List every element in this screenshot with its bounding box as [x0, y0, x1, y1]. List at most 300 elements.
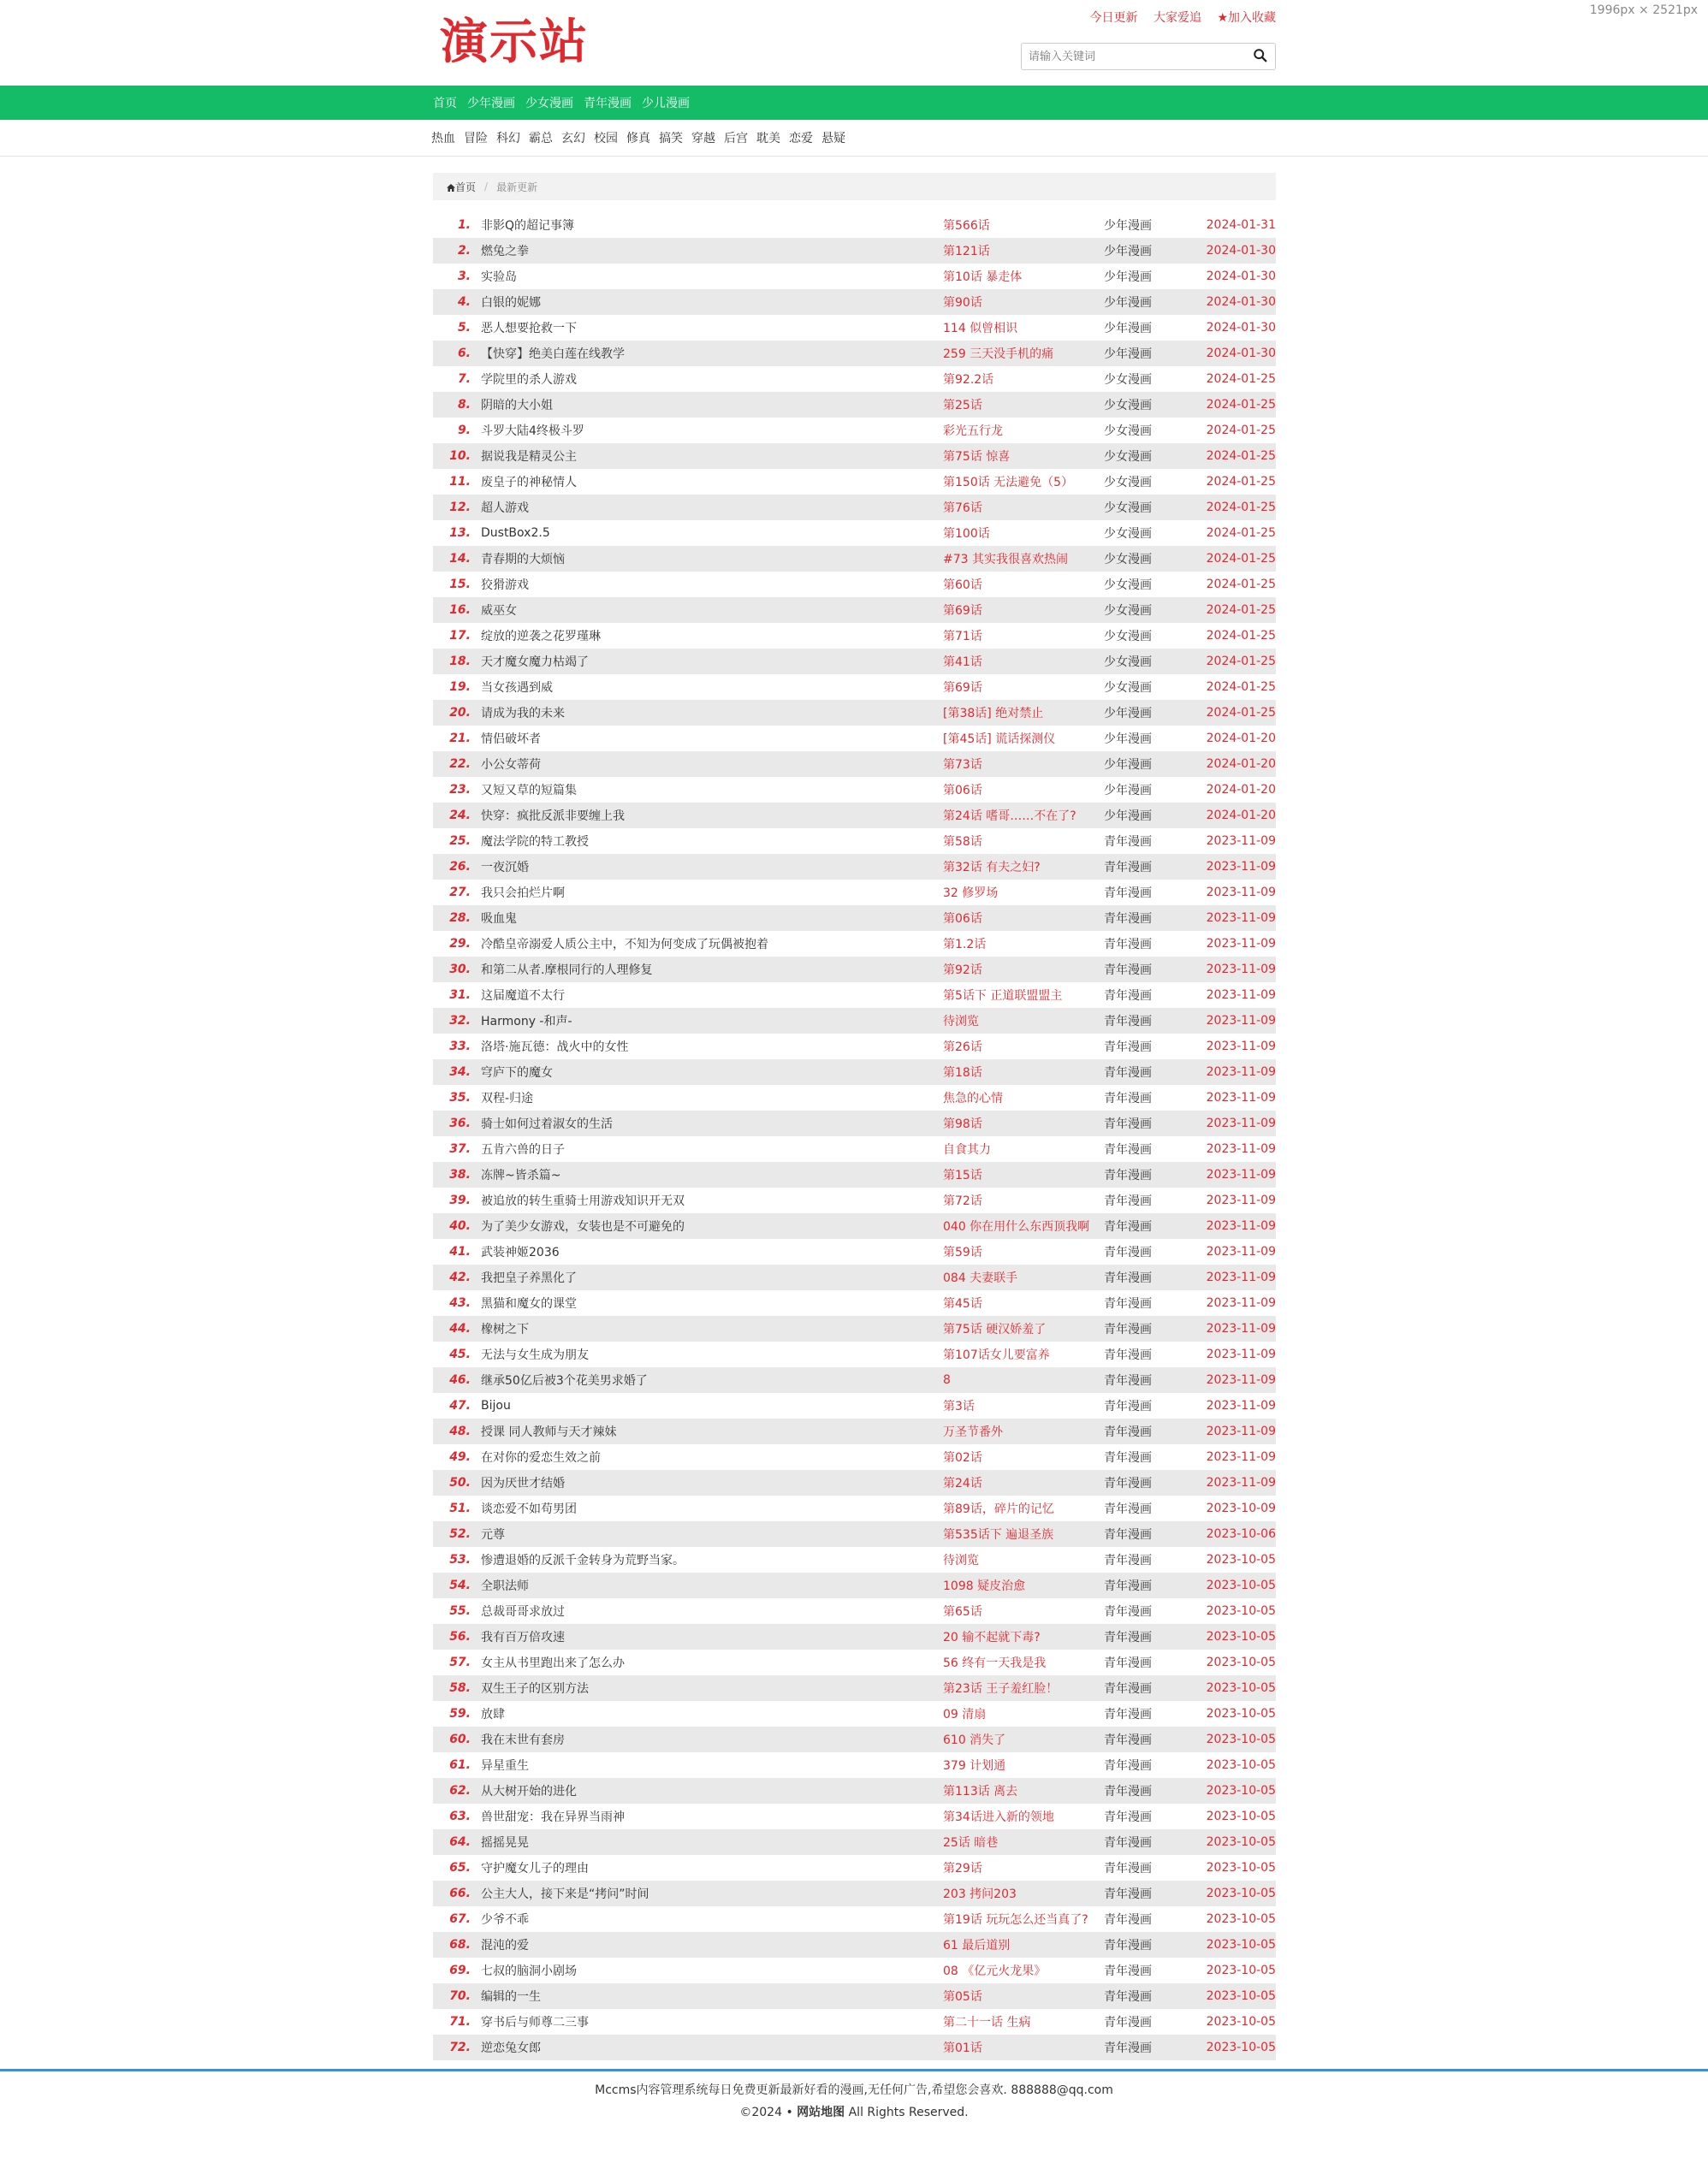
- latest-chapter-link[interactable]: 第75话 硬汉娇羞了: [943, 1323, 1047, 1336]
- latest-chapter-link[interactable]: 8: [943, 1373, 951, 1387]
- list-row: [433, 2009, 1276, 2035]
- comic-title-link[interactable]: 五肯六兽的日子: [481, 1143, 565, 1157]
- comic-title-link[interactable]: 阴暗的大小姐: [481, 399, 553, 412]
- list-row: [433, 931, 1276, 957]
- latest-chapter-link[interactable]: 第24话: [943, 1477, 982, 1490]
- rank-number: 20.: [449, 706, 471, 720]
- latest-chapter-link[interactable]: [第45话] 谎话探测仪: [943, 732, 1056, 746]
- comic-title-link[interactable]: 穿书后与师尊二三事: [481, 2016, 589, 2030]
- site-logo[interactable]: 演示站: [440, 15, 589, 70]
- category-link[interactable]: 搞笑: [659, 132, 683, 145]
- latest-chapter-link[interactable]: 1098 疑皮治愈: [943, 1579, 1026, 1593]
- comic-title-link[interactable]: 无法与女生成为朋友: [481, 1348, 589, 1362]
- update-date: 2023-10-05: [1206, 1964, 1276, 1977]
- rank-number: 22.: [449, 757, 471, 771]
- comic-title-link[interactable]: 骑士如何过着淑女的生活: [481, 1117, 613, 1131]
- latest-chapter-link[interactable]: 第23话 王子羞红脸！: [943, 1682, 1059, 1696]
- nav-home[interactable]: 首页: [433, 97, 457, 110]
- category-link[interactable]: 玄幻: [561, 132, 585, 145]
- popular-link[interactable]: 大家爱追: [1153, 11, 1201, 25]
- latest-chapter-link[interactable]: 09 清扇: [943, 1708, 987, 1721]
- comic-title-link[interactable]: 因为厌世才结婚: [481, 1477, 565, 1490]
- latest-chapter-link[interactable]: 彩光五行龙: [943, 424, 1003, 438]
- update-date: 2024-01-25: [1206, 526, 1276, 540]
- comic-title-link[interactable]: Harmony -和声-: [481, 1015, 572, 1028]
- sitemap-link[interactable]: 网站地图: [797, 2106, 845, 2119]
- update-date: 2024-01-25: [1206, 398, 1276, 412]
- comic-category: 青年漫画: [1104, 1708, 1152, 1721]
- rank-number: 33.: [449, 1040, 471, 1053]
- latest-chapter-link[interactable]: 第107话女儿要富养: [943, 1348, 1050, 1362]
- rank-number: 32.: [449, 1014, 471, 1028]
- nav-kids[interactable]: 少儿漫画: [642, 97, 690, 110]
- rank-number: 51.: [449, 1502, 471, 1515]
- comic-title-link[interactable]: 编辑的一生: [481, 1990, 541, 2004]
- list-row: [433, 1701, 1276, 1727]
- comic-title-link[interactable]: 混沌的爱: [481, 1939, 529, 1953]
- comic-title-link[interactable]: 超人游戏: [481, 501, 529, 515]
- update-date: 2023-10-05: [1206, 1887, 1276, 1900]
- latest-chapter-link[interactable]: 25话 暗巷: [943, 1836, 999, 1850]
- latest-chapter-link[interactable]: 第41话: [943, 655, 982, 669]
- category-link[interactable]: 冒险: [464, 132, 488, 145]
- list-row: [433, 1239, 1276, 1265]
- comic-category: 青年漫画: [1104, 1502, 1152, 1516]
- list-row: [433, 1470, 1276, 1496]
- comic-category: 少女漫画: [1104, 553, 1152, 566]
- rank-number: 60.: [449, 1733, 471, 1746]
- latest-chapter-link[interactable]: 第69话: [943, 604, 982, 618]
- comic-title-link[interactable]: 我把皇子养黑化了: [481, 1271, 577, 1285]
- home-icon: [447, 184, 455, 192]
- comic-title-link[interactable]: 魔法学院的特工教授: [481, 835, 589, 849]
- latest-chapter-link[interactable]: 第32话 有夫之妇?: [943, 861, 1041, 874]
- comic-title-link[interactable]: 授课 同人教师与天才辣妹: [481, 1425, 617, 1439]
- latest-chapter-link[interactable]: 第65话: [943, 1605, 982, 1619]
- latest-chapter-link[interactable]: 第113话 离去: [943, 1785, 1018, 1798]
- latest-chapter-link[interactable]: 第26话: [943, 1040, 982, 1054]
- latest-chapter-link[interactable]: 第24话 嗜哥……不在了?: [943, 809, 1076, 823]
- update-date: 2024-01-30: [1206, 270, 1276, 283]
- latest-chapter-link[interactable]: 第05话: [943, 1990, 982, 2004]
- comic-title-link[interactable]: 谈恋爱不如苟男团: [481, 1502, 577, 1516]
- comic-title-link[interactable]: 狡猾游戏: [481, 578, 529, 592]
- site-header: [433, 0, 1276, 86]
- category-link[interactable]: 科幻: [496, 132, 520, 145]
- list-row: [433, 366, 1276, 392]
- latest-chapter-link[interactable]: 第72话: [943, 1194, 982, 1208]
- rank-number: 64.: [449, 1835, 471, 1849]
- rank-number: 53.: [449, 1553, 471, 1567]
- comic-title-link[interactable]: 女主从书里跑出来了怎么办: [481, 1656, 625, 1670]
- latest-chapter-link[interactable]: 第3话: [943, 1400, 975, 1413]
- rank-number: 12.: [449, 501, 471, 514]
- latest-chapter-link[interactable]: 08 《亿元火龙果》: [943, 1964, 1047, 1978]
- update-date: 2023-10-05: [1206, 1604, 1276, 1618]
- list-row: [433, 1855, 1276, 1881]
- rank-number: 30.: [449, 963, 471, 976]
- comic-title-link[interactable]: 橡树之下: [481, 1323, 529, 1336]
- comic-category: 青年漫画: [1104, 1348, 1152, 1362]
- comic-title-link[interactable]: 继承50亿后被3个花美男求婚了: [481, 1374, 648, 1388]
- latest-chapter-link[interactable]: 待浏览: [943, 1554, 979, 1567]
- category-link[interactable]: 校园: [594, 132, 618, 145]
- category-link[interactable]: 悬疑: [821, 132, 845, 145]
- list-row: [433, 905, 1276, 931]
- list-row: [433, 520, 1276, 546]
- update-date: 2023-11-09: [1206, 1245, 1276, 1259]
- comic-title-link[interactable]: 威巫女: [481, 604, 517, 618]
- list-row: [433, 982, 1276, 1008]
- comic-title-link[interactable]: 【快穿】绝美白莲在线教学: [481, 347, 625, 361]
- latest-chapter-link[interactable]: 焦急的心情: [943, 1092, 1003, 1105]
- rank-number: 25.: [449, 834, 471, 848]
- comic-title-link[interactable]: Bijou: [481, 1399, 511, 1413]
- category-link[interactable]: 穿越: [691, 132, 715, 145]
- rank-number: 50.: [449, 1476, 471, 1490]
- list-row: [433, 469, 1276, 495]
- rank-number: 38.: [449, 1168, 471, 1182]
- comic-category: 青年漫画: [1104, 1836, 1152, 1850]
- latest-chapter-link[interactable]: 自食其力: [943, 1143, 991, 1157]
- comic-category: 青年漫画: [1104, 1271, 1152, 1285]
- update-date: 2023-10-05: [1206, 1912, 1276, 1926]
- comic-title-link[interactable]: 据说我是精灵公主: [481, 450, 577, 464]
- latest-chapter-link[interactable]: 第76话: [943, 501, 982, 515]
- comic-category: 青年漫画: [1104, 2016, 1152, 2030]
- update-date: 2024-01-25: [1206, 629, 1276, 643]
- latest-chapter-link[interactable]: 第75话 惊喜: [943, 450, 1011, 464]
- latest-chapter-link[interactable]: 第10话 暴走体: [943, 270, 1023, 284]
- update-date: 2024-01-25: [1206, 680, 1276, 694]
- list-row: [433, 264, 1276, 289]
- list-row: [433, 1111, 1276, 1136]
- rank-number: 37.: [449, 1142, 471, 1156]
- comic-title-link[interactable]: 快穿：疯批反派非要缠上我: [481, 809, 625, 823]
- comic-category: 少年漫画: [1104, 322, 1152, 335]
- update-date: 2023-10-05: [1206, 1707, 1276, 1721]
- comic-title-link[interactable]: 惨遭退婚的反派千金转身为荒野当家。: [481, 1554, 685, 1567]
- update-date: 2023-10-05: [1206, 1784, 1276, 1798]
- comic-title-link[interactable]: 双生王子的区别方法: [481, 1682, 589, 1696]
- comic-title-link[interactable]: 当女孩遇到威: [481, 681, 553, 695]
- comic-title-link[interactable]: 少爷不乖: [481, 1913, 529, 1927]
- rank-number: 52.: [449, 1527, 471, 1541]
- latest-chapter-link[interactable]: 待浏览: [943, 1015, 979, 1028]
- list-row: [433, 1136, 1276, 1162]
- rank-number: 41.: [449, 1245, 471, 1259]
- latest-chapter-link[interactable]: 56 终有一天我是我: [943, 1656, 1047, 1670]
- update-date: 2023-11-09: [1206, 1450, 1276, 1464]
- comic-category: 青年漫画: [1104, 1323, 1152, 1336]
- update-date: 2023-11-09: [1206, 1091, 1276, 1105]
- update-date: 2023-10-05: [1206, 1553, 1276, 1567]
- comic-title-link[interactable]: 青春期的大烦恼: [481, 553, 565, 566]
- update-date: 2023-10-05: [1206, 1733, 1276, 1746]
- today-updates-link[interactable]: 今日更新: [1089, 11, 1138, 25]
- update-date: 2023-11-09: [1206, 1065, 1276, 1079]
- comic-category: 少年漫画: [1104, 219, 1152, 233]
- comic-title-link[interactable]: 武装神姬2036: [481, 1246, 560, 1259]
- list-row: [433, 1932, 1276, 1958]
- update-date: 2023-10-05: [1206, 1989, 1276, 2003]
- latest-chapter-link[interactable]: 第58话: [943, 835, 982, 849]
- list-row: [433, 418, 1276, 443]
- comic-title-link[interactable]: 请成为我的未来: [481, 707, 565, 720]
- latest-chapter-link[interactable]: 第18话: [943, 1066, 982, 1080]
- latest-chapter-link[interactable]: 第25话: [943, 399, 982, 412]
- rank-number: 69.: [449, 1964, 471, 1977]
- comic-title-link[interactable]: 双程-归途: [481, 1092, 534, 1105]
- rank-number: 24.: [449, 809, 471, 822]
- list-row: [433, 212, 1276, 238]
- latest-chapter-link[interactable]: 第535话下 遍退圣族: [943, 1528, 1054, 1542]
- list-row: [433, 341, 1276, 366]
- latest-chapter-link[interactable]: 第5话下 正道联盟盟主: [943, 989, 1063, 1003]
- comic-title-link[interactable]: 小公女蒂荷: [481, 758, 541, 772]
- comic-title-link[interactable]: 学院里的杀人游戏: [481, 373, 577, 387]
- latest-chapter-link[interactable]: 32 修罗场: [943, 886, 999, 900]
- comic-category: 青年漫画: [1104, 1451, 1152, 1465]
- latest-chapter-link[interactable]: 第69话: [943, 681, 982, 695]
- list-row: [433, 392, 1276, 418]
- latest-chapter-link[interactable]: 第60话: [943, 578, 982, 592]
- comic-title-link[interactable]: 摇摇晃晃: [481, 1836, 529, 1850]
- list-row: [433, 2035, 1276, 2060]
- latest-chapter-link[interactable]: 第1.2话: [943, 938, 987, 951]
- category-link[interactable]: 修真: [626, 132, 650, 145]
- latest-chapter-link[interactable]: 第100话: [943, 527, 990, 541]
- comic-category: 青年漫画: [1104, 963, 1152, 977]
- update-date: 2023-11-09: [1206, 988, 1276, 1002]
- comic-title-link[interactable]: 斗罗大陆4终极斗罗: [481, 424, 584, 438]
- comic-title-link[interactable]: 白银的妮娜: [481, 296, 541, 310]
- copyright-text: ©2024 •: [739, 2106, 793, 2119]
- nav-seinen[interactable]: 青年漫画: [584, 97, 632, 110]
- latest-chapter-link[interactable]: 第15话: [943, 1169, 982, 1182]
- rank-number: 29.: [449, 937, 471, 951]
- comic-title-link[interactable]: 为了美少女游戏，女装也是不可避免的: [481, 1220, 685, 1234]
- comic-title-link[interactable]: 废皇子的神秘情人: [481, 476, 577, 489]
- latest-chapter-link[interactable]: 第92话: [943, 963, 982, 977]
- list-row: [433, 1444, 1276, 1470]
- list-row: [433, 1675, 1276, 1701]
- list-row: [433, 1419, 1276, 1444]
- list-row: [433, 674, 1276, 700]
- comic-category: 青年漫画: [1104, 1528, 1152, 1542]
- comic-category: 青年漫画: [1104, 1605, 1152, 1619]
- latest-chapter-link[interactable]: 第150话 无法避免（5）: [943, 476, 1074, 489]
- breadcrumb-home[interactable]: [447, 180, 476, 194]
- latest-chapter-link[interactable]: 第02话: [943, 1451, 982, 1465]
- comic-title-link[interactable]: 绽放的逆袭之花罗瑾琳: [481, 630, 601, 643]
- rank-number: 57.: [449, 1656, 471, 1669]
- rank-number: 28.: [449, 911, 471, 925]
- comic-title-link[interactable]: 放肆: [481, 1708, 505, 1721]
- list-row: [433, 1059, 1276, 1085]
- comic-title-link[interactable]: 穹庐下的魔女: [481, 1066, 553, 1080]
- nav-shonen[interactable]: 少年漫画: [467, 97, 515, 110]
- comic-title-link[interactable]: 元尊: [481, 1528, 505, 1542]
- comic-title-link[interactable]: 恶人想要抢救一下: [481, 322, 577, 335]
- list-row: [433, 1008, 1276, 1034]
- rank-number: 66.: [449, 1887, 471, 1900]
- latest-chapter-link[interactable]: 114 似曾相识: [943, 322, 1018, 335]
- comic-title-link[interactable]: 从大树开始的进化: [481, 1785, 577, 1798]
- latest-chapter-link[interactable]: 61 最后道别: [943, 1939, 1011, 1953]
- comic-title-link[interactable]: 总裁哥哥求放过: [481, 1605, 565, 1619]
- update-date: 2023-11-09: [1206, 1168, 1276, 1182]
- comic-title-link[interactable]: DustBox2.5: [481, 526, 550, 540]
- latest-chapter-link[interactable]: #73 其实我很喜欢热闹: [943, 553, 1068, 566]
- update-date: 2024-01-25: [1206, 552, 1276, 566]
- comic-category: 少女漫画: [1104, 450, 1152, 464]
- comic-category: 青年漫画: [1104, 1656, 1152, 1670]
- update-date: 2024-01-25: [1206, 603, 1276, 617]
- latest-chapter-link[interactable]: 第90话: [943, 296, 982, 310]
- comic-category: 少年漫画: [1104, 347, 1152, 361]
- category-link[interactable]: 后宫: [724, 132, 748, 145]
- comic-title-link[interactable]: 兽世甜宠：我在异界当雨神: [481, 1810, 625, 1824]
- comic-title-link[interactable]: 全职法师: [481, 1579, 529, 1593]
- comic-title-link[interactable]: 又短又草的短篇集: [481, 784, 577, 797]
- comic-title-link[interactable]: 实验岛: [481, 270, 517, 284]
- comic-title-link[interactable]: 非影Q的超记事簿: [481, 219, 575, 233]
- latest-chapter-link[interactable]: 040 你在用什么东西顶我啊: [943, 1220, 1090, 1234]
- comic-title-link[interactable]: 天才魔女魔力枯竭了: [481, 655, 589, 669]
- list-row: [433, 546, 1276, 572]
- rank-number: 18.: [449, 655, 471, 668]
- rank-number: 15.: [449, 578, 471, 591]
- comic-title-link[interactable]: 情侣破坏者: [481, 732, 541, 746]
- latest-chapter-link[interactable]: 259 三天没手机的痛: [943, 347, 1054, 361]
- comic-category: 青年漫画: [1104, 1785, 1152, 1798]
- rank-number: 9.: [457, 424, 471, 437]
- nav-shoujo[interactable]: 少女漫画: [525, 97, 573, 110]
- latest-chapter-link[interactable]: 084 夫妻联手: [943, 1271, 1018, 1285]
- latest-chapter-link[interactable]: 第73话: [943, 758, 982, 772]
- rank-number: 71.: [449, 2015, 471, 2029]
- rank-number: 42.: [449, 1271, 471, 1284]
- comic-category: 少女漫画: [1104, 501, 1152, 515]
- list-row: [433, 880, 1276, 905]
- latest-chapter-link[interactable]: 第34话进入新的领地: [943, 1810, 1054, 1824]
- list-row: [433, 1573, 1276, 1598]
- comic-title-link[interactable]: 吸血鬼: [481, 912, 517, 926]
- latest-chapter-link[interactable]: 第89话，碎片的记忆: [943, 1502, 1054, 1516]
- update-date: 2023-10-05: [1206, 1656, 1276, 1669]
- latest-chapter-link[interactable]: [第38话] 绝对禁止: [943, 707, 1044, 720]
- comic-title-link[interactable]: 异星重生: [481, 1759, 529, 1773]
- latest-chapter-link[interactable]: 第92.2话: [943, 373, 994, 387]
- comic-title-link[interactable]: 公主大人，接下来是“拷问”时间: [481, 1887, 649, 1901]
- latest-chapter-link[interactable]: 第98话: [943, 1117, 982, 1131]
- comic-title-link[interactable]: 我有百万倍攻速: [481, 1631, 565, 1644]
- rank-number: 13.: [449, 526, 471, 540]
- update-date: 2023-11-09: [1206, 1373, 1276, 1387]
- latest-chapter-link[interactable]: 610 消失了: [943, 1733, 1006, 1747]
- comic-title-link[interactable]: 我在末世有套房: [481, 1733, 565, 1747]
- comic-title-link[interactable]: 洛塔·施瓦德：战火中的女性: [481, 1040, 629, 1054]
- rank-number: 45.: [449, 1348, 471, 1361]
- update-date: 2023-11-09: [1206, 834, 1276, 848]
- comic-title-link[interactable]: 我只会拍烂片啊: [481, 886, 565, 900]
- screenshot-dimensions: 1996px × 2521px: [1589, 3, 1698, 17]
- rank-number: 59.: [449, 1707, 471, 1721]
- latest-chapter-link[interactable]: 第566话: [943, 219, 990, 233]
- add-favorite-link[interactable]: ★加入收藏: [1217, 11, 1276, 25]
- update-date: 2023-10-06: [1206, 1527, 1276, 1541]
- search-box: [1021, 43, 1276, 70]
- comic-title-link[interactable]: 在对你的爱恋生效之前: [481, 1451, 601, 1465]
- comic-title-link[interactable]: 逆恋兔女郎: [481, 2041, 541, 2055]
- rank-number: 63.: [449, 1810, 471, 1823]
- comic-title-link[interactable]: 这届魔道不太行: [481, 989, 565, 1003]
- list-row: [433, 315, 1276, 341]
- latest-chapter-link[interactable]: 第29话: [943, 1862, 982, 1876]
- category-link[interactable]: 恋爱: [789, 132, 813, 145]
- comic-title-link[interactable]: 守护魔女儿子的理由: [481, 1862, 589, 1876]
- latest-chapter-link[interactable]: 第59话: [943, 1246, 982, 1259]
- comic-category: 青年漫画: [1104, 1939, 1152, 1953]
- comic-title-link[interactable]: 一夜沉婚: [481, 861, 529, 874]
- latest-chapter-link[interactable]: 203 拷问203: [943, 1887, 1017, 1901]
- latest-chapter-link[interactable]: 第19话 玩玩怎么还当真了?: [943, 1913, 1088, 1927]
- update-date: 2024-01-25: [1206, 475, 1276, 489]
- category-link[interactable]: 霸总: [529, 132, 553, 145]
- latest-chapter-link[interactable]: 第121话: [943, 245, 990, 258]
- top-links: [1078, 9, 1276, 26]
- list-row: [433, 289, 1276, 315]
- comic-title-link[interactable]: 七叔的脑洞小剧场: [481, 1964, 577, 1978]
- update-date: 2024-01-30: [1206, 244, 1276, 258]
- latest-chapter-link[interactable]: 第71话: [943, 630, 982, 643]
- list-row: [433, 1906, 1276, 1932]
- comic-title-link[interactable]: 燃兔之拳: [481, 245, 529, 258]
- comic-title-link[interactable]: 冻牌~皆杀篇~: [481, 1169, 561, 1182]
- category-link[interactable]: 耽美: [756, 132, 780, 145]
- comic-title-link[interactable]: 和第二从者.摩根同行的人理修复: [481, 963, 653, 977]
- latest-chapter-link[interactable]: 万圣节番外: [943, 1425, 1003, 1439]
- comic-title-link[interactable]: 黑猫和魔女的课堂: [481, 1297, 577, 1311]
- comic-category: 少年漫画: [1104, 732, 1152, 746]
- category-link[interactable]: 热血: [431, 132, 455, 145]
- latest-chapter-link[interactable]: 20 输不起就下毒?: [943, 1631, 1041, 1644]
- comic-title-link[interactable]: 冷酷皇帝溺爱人质公主中，不知为何变成了玩偶被抱着: [481, 938, 768, 951]
- latest-chapter-link[interactable]: 第二十一话 生病: [943, 2016, 1031, 2030]
- latest-chapter-link[interactable]: 第01话: [943, 2041, 982, 2055]
- list-row: [433, 1650, 1276, 1675]
- search-icon[interactable]: [1253, 48, 1268, 63]
- comic-title-link[interactable]: 被追放的转生重骑士用游戏知识开无双: [481, 1194, 685, 1208]
- latest-chapter-link[interactable]: 第06话: [943, 912, 982, 926]
- list-row: [433, 803, 1276, 828]
- update-date: 2023-11-09: [1206, 1322, 1276, 1336]
- comic-category: 少女漫画: [1104, 681, 1152, 695]
- update-date: 2023-10-05: [1206, 2015, 1276, 2029]
- rank-number: 40.: [449, 1219, 471, 1233]
- list-row: [433, 1598, 1276, 1624]
- update-date: 2023-11-09: [1206, 886, 1276, 899]
- search-input[interactable]: [1027, 44, 1236, 69]
- update-date: 2023-10-05: [1206, 1835, 1276, 1849]
- list-row: [433, 854, 1276, 880]
- latest-chapter-link[interactable]: 379 计划通: [943, 1759, 1006, 1773]
- rank-number: 54.: [449, 1579, 471, 1592]
- latest-chapter-link[interactable]: 第06话: [943, 784, 982, 797]
- rank-number: 16.: [449, 603, 471, 617]
- latest-chapter-link[interactable]: 第45话: [943, 1297, 982, 1311]
